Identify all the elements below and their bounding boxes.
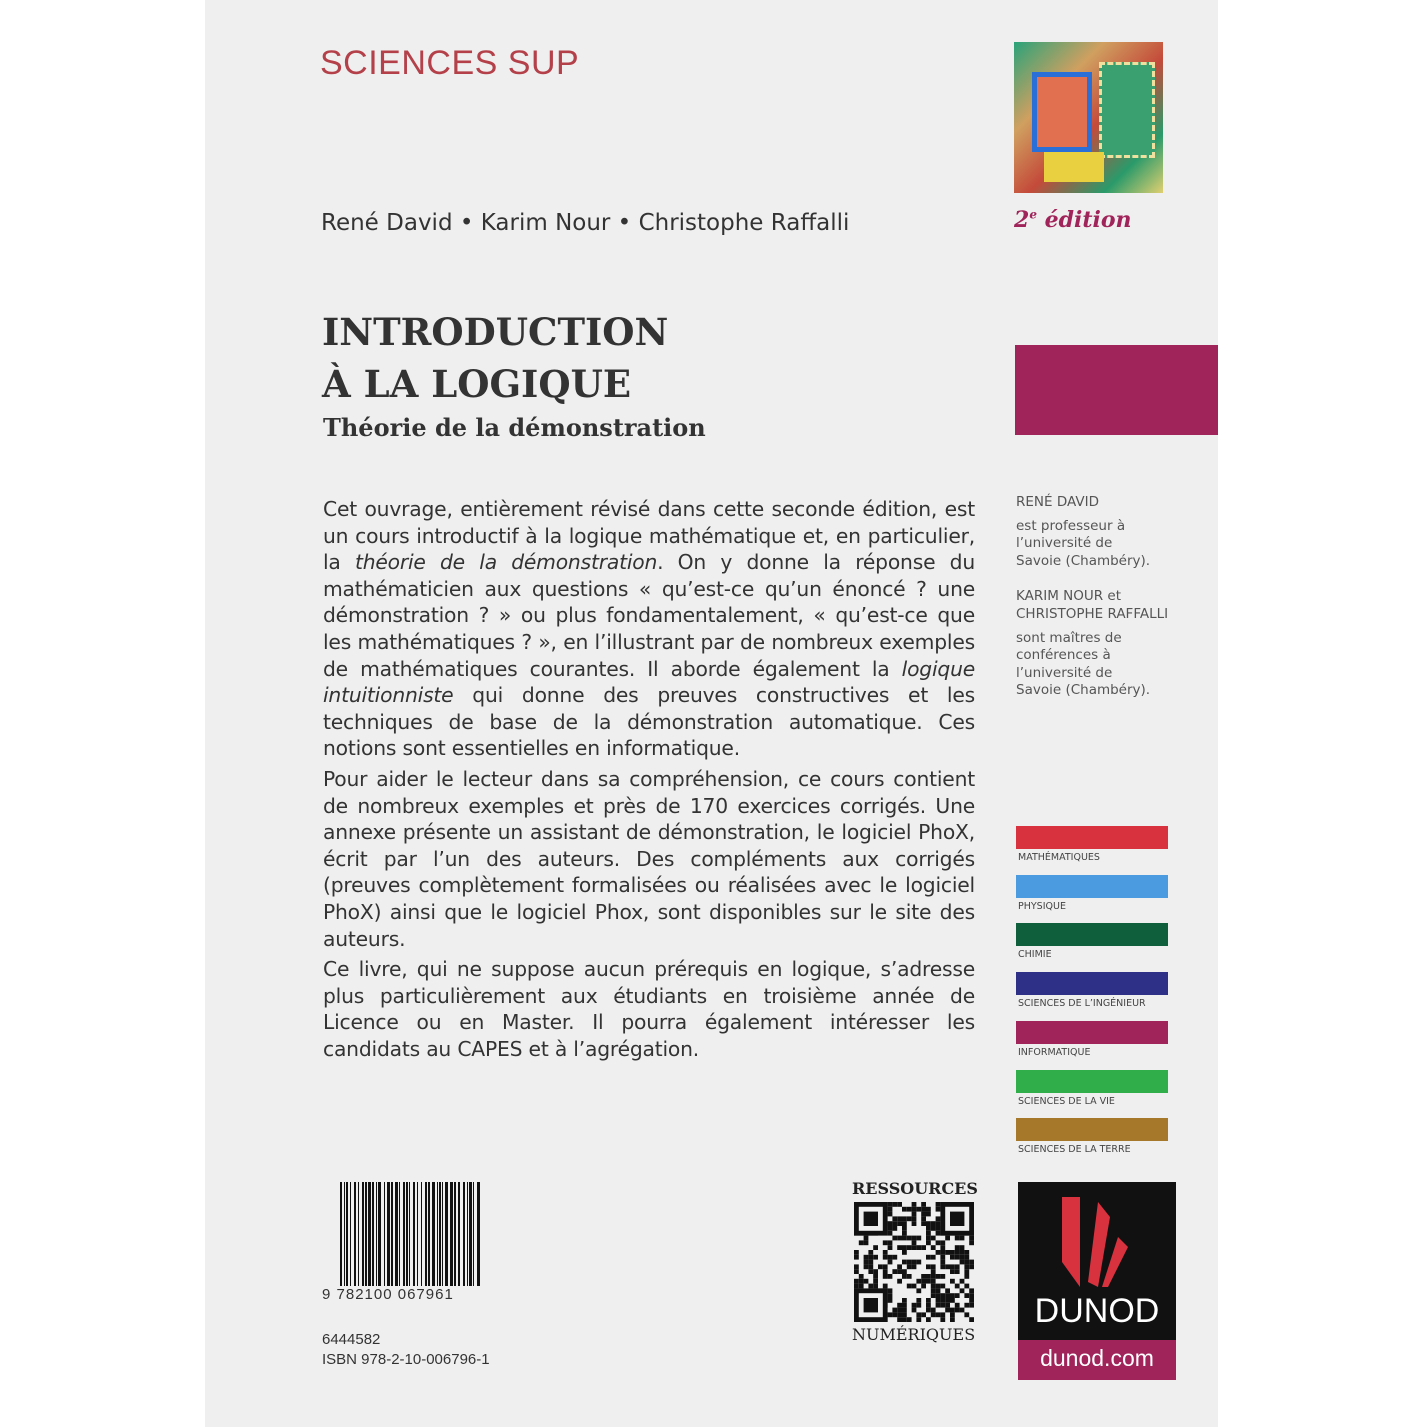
qr-label-bottom: NUMÉRIQUES	[852, 1325, 976, 1344]
dunod-emblem-icon	[1058, 1192, 1138, 1292]
qr-code[interactable]	[854, 1202, 974, 1322]
discipline-strip	[1016, 1118, 1168, 1141]
qr-label-top: RESSOURCES	[852, 1179, 978, 1198]
discipline-label: MATHÉMATIQUES	[1018, 852, 1100, 863]
discipline-label: CHIMIE	[1018, 949, 1052, 961]
discipline-strip	[1016, 972, 1168, 995]
publisher-logo[interactable]	[1018, 1182, 1176, 1380]
discipline-label: SCIENCES DE LA TERRE	[1018, 1144, 1131, 1156]
product-code: 6444582 ISBN 978-2-10-006796-1	[322, 1331, 490, 1368]
discipline-label: INFORMATIQUE	[1018, 1046, 1091, 1058]
book-title: INTRODUCTION À LA LOGIQUE	[322, 310, 669, 406]
discipline-label: PHYSIQUE	[1018, 900, 1066, 912]
edition: 2e édition	[1014, 207, 1132, 233]
blurb-paragraph-2: Pour aider le lecteur dans sa compréhension, ce cours contient de nombreux exemples et près de 170 exercices corrigés. Une annexe présente un assistant de démonstration, le logiciel PhoX, écrit par l’un des auteurs. Des compléments aux corrigés (preuves complètement formalisées ou réalisées avec le logiciel PhoX) ainsi que le logiciel Phox, sont disponibles sur le site des auteurs.	[323, 766, 975, 951]
discipline-strip	[1016, 1021, 1168, 1044]
discipline-strip	[1016, 875, 1168, 898]
barcode-digits: 9 782100 067961	[322, 1286, 454, 1303]
blurb	[323, 496, 975, 1066]
discipline-strip	[1016, 826, 1168, 849]
book-subtitle: Théorie de la démonstration	[323, 413, 706, 442]
cover-thumbnail	[1014, 42, 1163, 193]
authors: René David • Karim Nour • Christophe Raffalli	[321, 210, 850, 236]
author-bios: RENÉ DAVID est professeur à l’université de Savoie (Chambéry). KARIM NOUR et CHRISTOPHE RAFFALLI sont maîtres de conférences à l’université de Savoie (Chambéry).	[1016, 494, 1169, 699]
barcode	[340, 1182, 480, 1286]
publisher-name: DUNOD	[1034, 1292, 1160, 1330]
series-name: SCIENCES SUP	[320, 44, 580, 82]
publisher-url[interactable]: dunod.com	[1018, 1340, 1176, 1380]
discipline-strip	[1016, 923, 1168, 946]
blurb-paragraph-3: Ce livre, qui ne suppose aucun prérequis en logique, s’adresse plus particulièrement aux étudiants en troisième année de Licence ou en Master. Il pourra également intéresser les candidats au CAPES et à l’agrégation.	[323, 957, 975, 1061]
discipline-label: SCIENCES DE L’INGÉNIEUR	[1018, 998, 1146, 1010]
discipline-label: SCIENCES DE LA VIE	[1018, 1095, 1115, 1107]
discipline-strip	[1016, 1070, 1168, 1093]
blurb-paragraph-1: Cet ouvrage, entièrement révisé dans cette seconde édition, est un cours introductif à la logique mathématique et, en particulier, la théorie de la démonstration. On y donne la réponse du mathématicien aux questions « qu’est-ce qu’un énoncé ? une démonstration ? » ou plus fondamentalement, « qu’est-ce que les mathématiques ? », en l’illustrant par de nombreux exemples de mathématiques courantes. Il aborde également la logique intuitionniste qui donne des preuves constructives et les techniques de base de la démonstration automatique. Ces notions sont essentielles en informatique.	[323, 497, 975, 761]
accent-block	[1015, 345, 1218, 435]
